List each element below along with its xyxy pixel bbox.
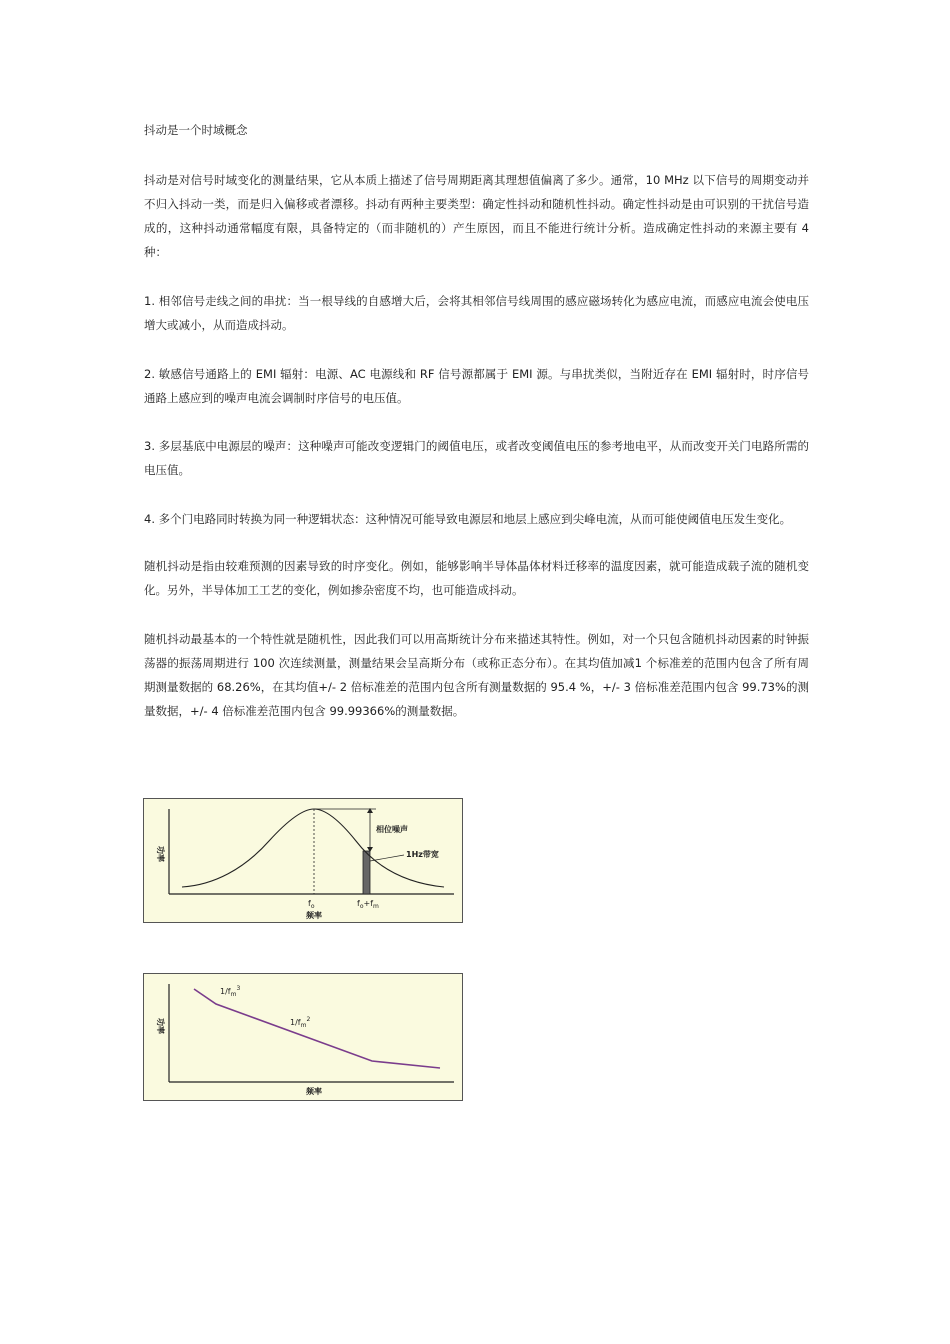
paragraph-emi: 2. 敏感信号通路上的 EMI 辐射：电源、AC 电源线和 RF 信号源都属于 EMI 源。与串扰类似，当附近存在 EMI 辐射时，时序信号通路上感应到的噪声电流会调制时序信号的电压值。 xyxy=(144,367,809,405)
spectrum-curve xyxy=(182,809,444,887)
y-axis-label: 功率 xyxy=(156,846,165,862)
noise-slope-line xyxy=(194,989,440,1068)
phase-noise-figure xyxy=(143,798,463,923)
slope-label-f3: $1/f_m^3$ xyxy=(220,985,241,998)
paragraph-simultaneous-switching: 4. 多个门电路同时转换为同一种逻辑状态：这种情况可能导致电源层和地层上感应到尖峰电流，从而可能使阈值电压发生变化。 xyxy=(144,512,792,526)
fofm-tick-label: $f_o+f_m$ xyxy=(357,899,379,910)
phase-noise-label: 相位噪声 xyxy=(376,825,408,834)
x-axis-label: 频率 xyxy=(306,1087,322,1096)
y-axis-label: 功率 xyxy=(156,1018,165,1034)
bandwidth-label: 1Hz带宽 xyxy=(406,850,439,859)
section-title: 抖动是一个时域概念 xyxy=(144,123,248,137)
bandwidth-bar xyxy=(363,851,370,894)
noise-slope-figure xyxy=(143,973,463,1101)
paragraph-intro: 抖动是对信号时域变化的测量结果，它从本质上描述了信号周期距离其理想值偏离了多少。通常，10 MHz 以下信号的周期变动并不归入抖动一类，而是归入偏移或者漂移。抖动有两种主要类型：确定性抖动和随机性抖动。确定性抖动是由可识别的干扰信号造成的，这种抖动通常幅度有限，具备特定的（而非随机的）产生原因，而且不能进行统计分析。造成确定性抖动的来源主要有 4 种： xyxy=(144,173,809,259)
slope-label-f2: $1/f_m^2$ xyxy=(290,1016,311,1029)
x-axis-label: 频率 xyxy=(306,911,322,920)
paragraph-gaussian: 随机抖动最基本的一个特性就是随机性，因此我们可以用高斯统计分布来描述其特性。例如，对一个只包含随机抖动因素的时钟振荡器的振荡周期进行 100 次连续测量，测量结果会呈高斯分布（或称正态分布）。在其均值加减1 个标准差的范围内包含了所有周期测量数据的 68.26%，在其均值+/- 2 倍标准差的范围内包含所有测量数据的 95.4 %，+/- 3 倍标准差范围内包含 99.73%的测量数据，+/- 4 倍标准差范围内包含 99.99366%的测量数据。 xyxy=(144,632,809,718)
fo-tick-label: $f_o$ xyxy=(308,899,315,910)
paragraph-crosstalk: 1. 相邻信号走线之间的串扰：当一根导线的自感增大后，会将其相邻信号线周围的感应磁场转化为感应电流，而感应电流会使电压增大或减小，从而造成抖动。 xyxy=(144,294,809,332)
bandwidth-leader xyxy=(370,855,404,861)
noise-slope-diagram xyxy=(144,974,464,1102)
paragraph-power-plane-noise: 3. 多层基底中电源层的噪声：这种噪声可能改变逻辑门的阈值电压，或者改变阈值电压的参考地电平，从而改变开关门电路所需的电压值。 xyxy=(144,439,809,477)
phase-noise-diagram xyxy=(144,799,464,924)
paragraph-random-jitter: 随机抖动是指由较难预测的因素导致的时序变化。例如，能够影响半导体晶体材料迁移率的温度因素，就可能造成载子流的随机变化。另外，半导体加工工艺的变化，例如掺杂密度不均，也可能造成抖动。 xyxy=(144,559,809,597)
